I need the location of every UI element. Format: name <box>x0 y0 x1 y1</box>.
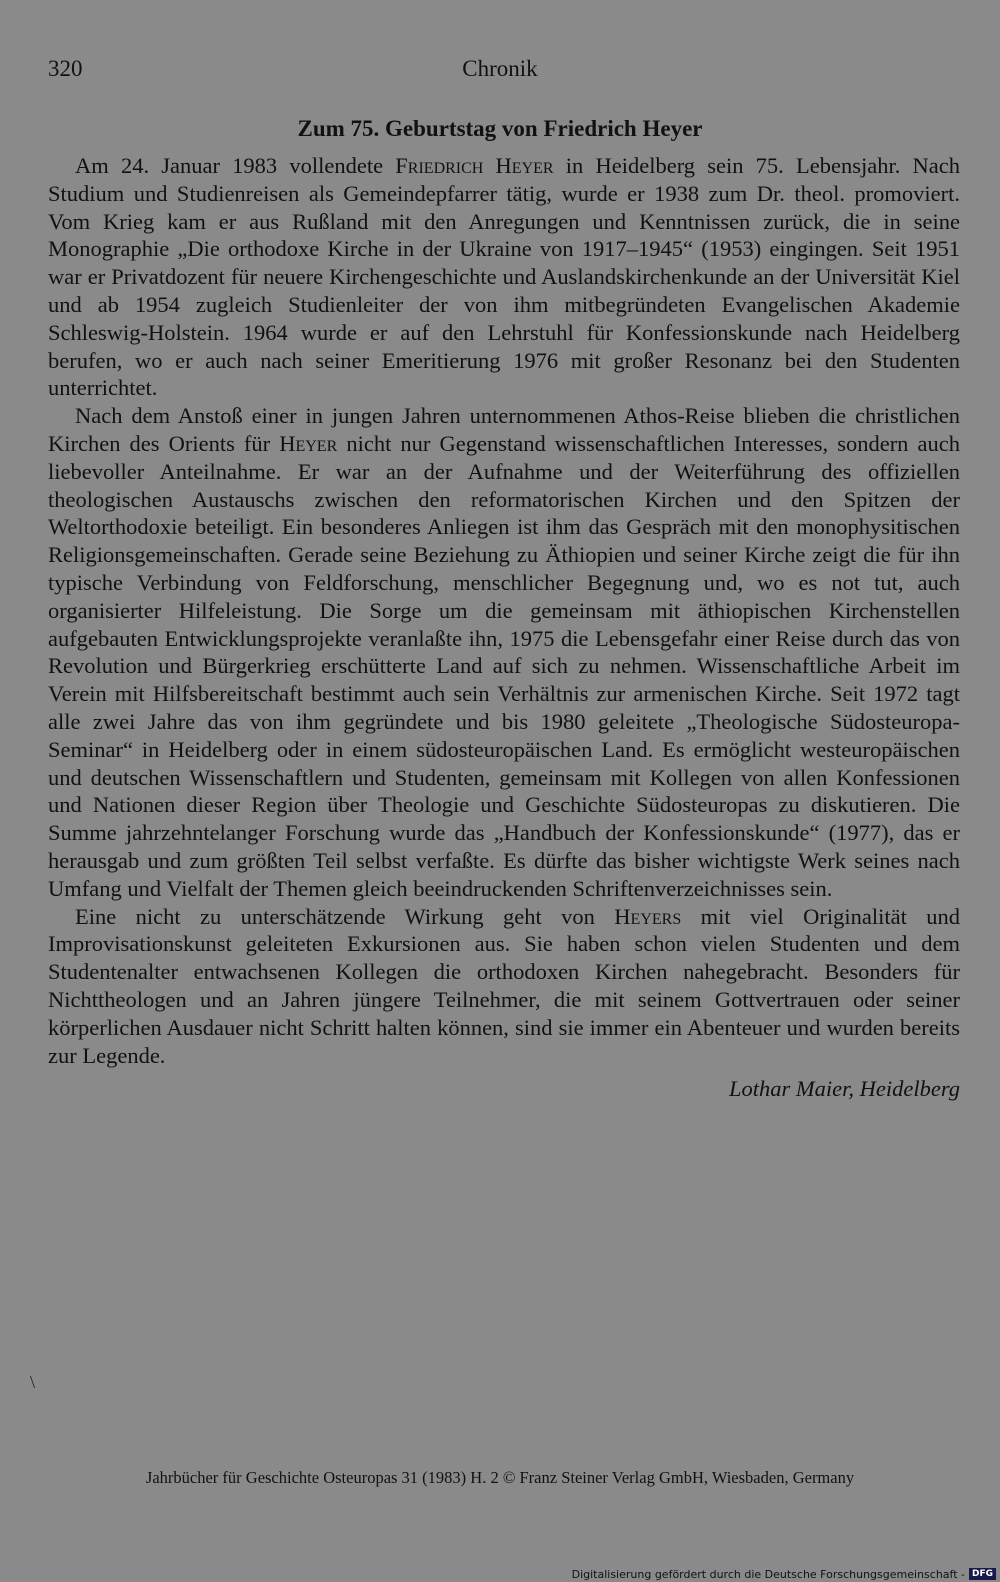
paragraph-3 <box>48 903 960 1070</box>
paragraph-1 <box>48 152 960 402</box>
running-head: Chronik <box>462 56 538 81</box>
article-title: Zum 75. Geburtstag von Friedrich Heyer <box>297 116 703 141</box>
paragraph-3-text-b: mit viel Originalität und Improvisationskunst geleiteten Exkursionen aus. Sie haben schon vielen Studenten und dem Studentenalter entwachsenen Kollegen die orthodoxen Kirchen nahegebracht. Besonders für Nichttheologen und an Jahren jüngere Teilnehmer, die mit seinem Gottvertrauen oder seiner körperlichen Ausdauer nicht Schritt halten können, sind sie immer ein Abenteuer und wurden bereits zur Legende. <box>48 903 961 1068</box>
scan-mark: \ <box>30 1372 36 1392</box>
footer-credit: Jahrbücher für Geschichte Osteuropas 31 (1983) H. 2 © Franz Steiner Verlag GmbH, Wiesbaden, Germany <box>145 1468 855 1487</box>
paragraph-3-text-a: Eine nicht zu unterschätzende Wirkung geht von <box>75 903 615 929</box>
paragraph-1-text-a: Am 24. Januar 1983 vollendete <box>75 153 396 178</box>
dfg-logo-icon: DFG <box>969 1568 996 1580</box>
author-signature: Lothar Maier, Heidelberg <box>728 1076 960 1102</box>
paragraph-2 <box>48 402 960 902</box>
article-body <box>48 152 960 1103</box>
paragraph-1-text-b: in Heidelberg sein 75. Lebensjahr. Nach Studium und Studienreisen als Gemeindepfarrer tätig, wurde er 1938 zum Dr. theol. promoviert. Vom Krieg kam er aus Rußland mit den Anregungen und Kenntnissen zurück, die in seine Monographie „Die orthodoxe Kirche in der Ukraine von 1917–1945“ (1953) eingingen. Seit 1951 war er Privatdozent für neuere Kirchengeschichte und Auslandskirchenkunde an der Universität Kiel und ab 1954 zugleich Studienleiter der von ihm mitbegründeten Evangelischen Akademie Schleswig-Holstein. 1964 wurde er auf den Lehrstuhl für Konfessionskunde nach Heidelberg berufen, wo er auch nach seiner Emeritierung 1976 mit großer Resonanz bei den Studenten unterrichtet. <box>48 153 960 401</box>
digitization-text: Digitalisierung gefördert durch die Deutsche Forschungsgemeinschaft - <box>571 1567 965 1581</box>
paragraph-2-text-a: Nach dem Anstoß einer in jungen Jahren unternommenen Athos-Reise blieben die christlichen Kirchen des Orients für <box>48 403 960 456</box>
digitization-notice <box>572 1566 996 1582</box>
person-name: Heyer <box>279 430 338 456</box>
page-number: 320 <box>48 56 83 81</box>
paragraph-2-text-b: nicht nur Gegenstand wissenschaftlichen Interesses, sondern auch liebevoller Anteilnahme. Er war an der Aufnahme und der Weiterführung des offiziellen theologischen Austauschs zwischen den reformatorischen Kirchen und den Spitzen der Weltorthodoxie beteiligt. Ein besonderes Anliegen ist ihm das Gespräch mit den monophysitischen Religionsgemeinschaften. Gerade seine Beziehung zu Äthiopien und seiner Kirche zeigt die für ihn typische Verbindung von Feldforschung, menschlicher Begegnung und, wo es not tut, auch organisierter Hilfeleistung. Die Sorge um die gemeinsam mit äthiopischen Kirchenstellen aufgebauten Entwicklungsprojekte veranlaßte ihn, 1975 die Lebensgefahr einer Reise durch das von Revolution und Bürgerkrieg erschütterte Land auf sich zu nehmen. Wissenschaftliche Arbeit im Verein mit Hilfsbereitschaft bestimmt auch sein Verhältnis zur armenischen Kirche. Seit 1972 tagt alle zwei Jahre das von ihm gegründete und bis 1980 geleitete „Theologische Südosteuropa-Seminar“ in Heidelberg oder in einem südosteuropäischen Land. Es ermöglicht westeuropäischen und deutschen Wissenschaftlern und Studenten, gemeinsam mit Kollegen von allen Konfessionen und Nationen dieser Region über Theologie und Geschichte Südosteuropas zu diskutieren. Die Summe jahrzehntelanger Forschung wurde das „Handbuch der Konfessionskunde“ (1977), das er herausgab und zum größten Teil selbst verfaßte. Es dürfte das bisher wichtigste Werk seines nach Umfang und Vielfalt der Themen gleich beeindruckenden Schriftenverzeichnisses sein. <box>48 430 960 901</box>
person-name: Heyers <box>614 903 682 929</box>
person-name: Friedrich Heyer <box>395 153 554 178</box>
